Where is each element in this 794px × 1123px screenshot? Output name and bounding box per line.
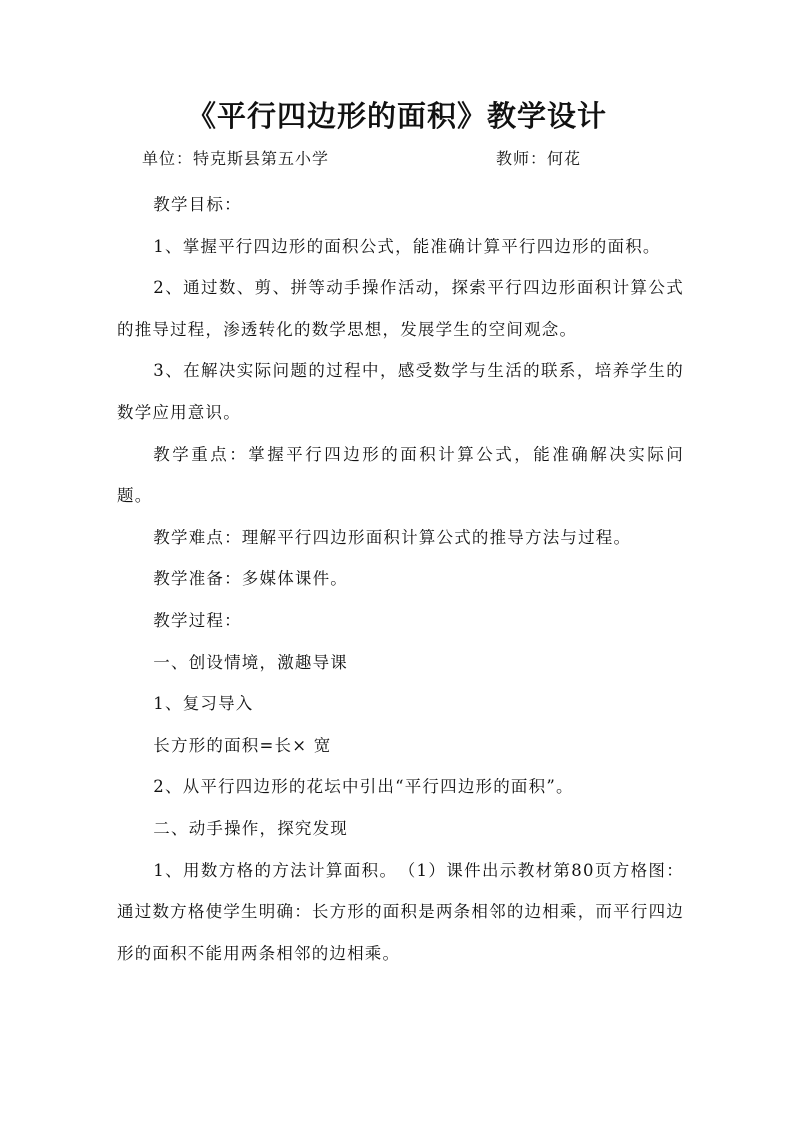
paragraph-rectangle-formula: 长方形的面积=长× 宽 [153,735,332,755]
paragraph-objectives-heading: 教学目标： [153,195,242,214]
paragraph-preparation: 教学准备：多媒体课件。 [153,569,348,589]
paragraph-section-2-heading: 二、动手操作，探究发现 [153,818,348,838]
paragraph-difficulty: 教学难点：理解平行四边形面积计算公式的推导方法与过程。 [153,527,632,547]
paragraph-objective-2: 2、通过数、剪、拼等动手操作活动，探索平行四边形面积计算公式的推导过程，渗透转化的数学思想，发展学生的空间观念。 [117,278,684,339]
paragraph-review-intro: 1、复习导入 [153,694,254,714]
paragraph-objective-1: 1、掌握平行四边形的面积公式，能准确计算平行四边形的面积。 [153,236,661,256]
paragraph-section-1-heading: 一、创设情境，激趣导课 [153,652,348,672]
paragraph-process-heading: 教学过程： [153,610,242,630]
teacher-name: 教师：何花 [496,149,582,168]
document-title: 《平行四边形的面积》教学设计 [186,99,607,133]
paragraph-key-point: 教学重点：掌握平行四边形的面积计算公式，能准确解决实际问题。 [117,444,684,506]
document-body [117,184,684,974]
school-unit: 单位：特克斯县第五小学 [142,149,330,168]
paragraph-flowerbed-intro: 2、从平行四边形的花坛中引出“平行四边形的面积”。 [153,777,574,797]
paragraph-objective-3: 3、在解决实际问题的过程中，感受数学与生活的联系，培养学生的数学应用意识。 [117,361,684,422]
paragraph-grid-method: 1、用数方格的方法计算面积。 （1）课件出示教材第80页方格图：通过数方格使学生明确：长方形的面积是两条相邻的边相乘，而平行四边形的面积不能用两条相邻的边相乘。 [117,860,684,963]
